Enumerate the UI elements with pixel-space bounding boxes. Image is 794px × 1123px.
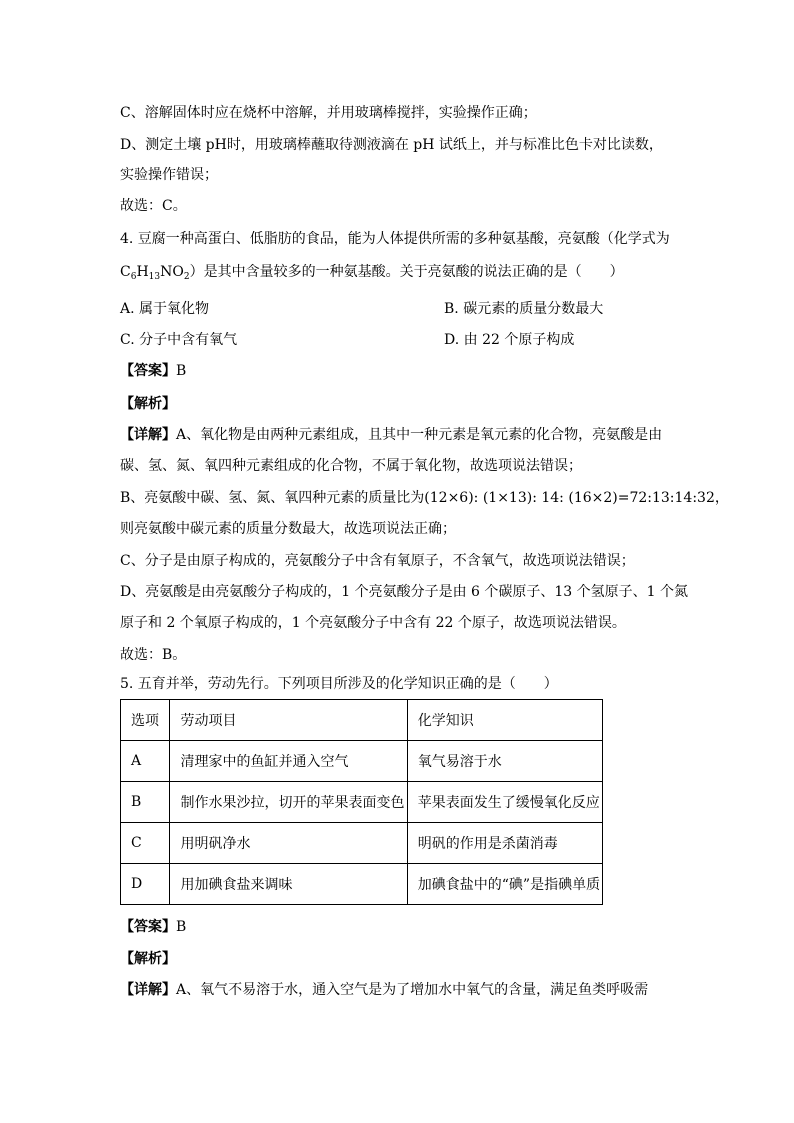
formula-c-sub: 6 <box>130 272 137 282</box>
q5-detail-line-1 <box>120 980 648 1000</box>
q4-option-b: B. 碳元素的质量分数最大 <box>444 301 604 317</box>
table-header-cell: 选项 <box>121 700 170 741</box>
analysis-conclusion: 故选：C。 <box>120 198 187 214</box>
answer-label: 【答案】 <box>120 363 176 379</box>
q4-answer <box>120 361 186 381</box>
q4-formula <box>120 264 190 280</box>
detail-text: A、氧气不易溶于水，通入空气是为了增加水中氧气的含量，满足鱼类呼吸需 <box>176 982 649 998</box>
table-header-cell: 化学知识 <box>407 700 602 741</box>
table-row <box>121 864 603 905</box>
formula-no-sub: 2 <box>183 272 190 282</box>
table-row <box>121 782 603 823</box>
analysis-label: 【解析】 <box>120 951 176 967</box>
q4-analysis-label <box>120 394 176 414</box>
detail-label: 【详解】 <box>120 427 176 443</box>
q5-stem: 5. 五育并举，劳动先行。下列项目所涉及的化学知识正确的是（ ） <box>120 676 558 692</box>
answer-label: 【答案】 <box>120 919 176 935</box>
analysis-label: 【解析】 <box>120 396 176 412</box>
q4-detail-line-3: B、亮氨酸中碳、氢、氮、氧四种元素的质量比为(12×6): (1×13): 14: (16×2)=72:13:14:32， <box>120 490 729 506</box>
table-cell: 加碘食盐中的“碘”是指碘单质 <box>407 864 602 905</box>
q4-detail-line-6: D、亮氨酸是由亮氨酸分子构成的，1 个亮氨酸分子是由 6 个碳原子、13 个氢原子、1 个氮 <box>120 584 689 600</box>
formula-no: NO <box>160 264 184 280</box>
q5-analysis-label <box>120 949 176 969</box>
q5-table <box>120 699 603 905</box>
table-cell: 苹果表面发生了缓慢氧化反应 <box>407 782 602 823</box>
table-cell: A <box>121 741 170 782</box>
analysis-line-c: C、溶解固体时应在烧杯中溶解，并用玻璃棒搅拌，实验操作正确； <box>120 105 537 121</box>
table-row <box>121 823 603 864</box>
table-cell: C <box>121 823 170 864</box>
q4-stem-line2 <box>120 262 624 282</box>
analysis-line-d2: 实验操作错误； <box>120 167 218 183</box>
q4-detail-line-7: 原子和 2 个氧原子构成的，1 个亮氨酸分子中含有 22 个原子，故选项说法错误。 <box>120 615 626 631</box>
answer-value: B <box>176 919 187 935</box>
q4-detail-line-4: 则亮氨酸中碳元素的质量分数最大，故选项说法正确； <box>120 521 456 537</box>
q4-conclusion: 故选：B。 <box>120 647 187 663</box>
q4-stem-line1: 4. 豆腐一种高蛋白、低脂肪的食品，能为人体提供所需的多种氨基酸，亮氨酸（化学式为 <box>120 231 670 247</box>
q5-answer <box>120 917 186 937</box>
table-cell: D <box>121 864 170 905</box>
analysis-line-d1: D、测定土壤 pH时，用玻璃棒蘸取待测液滴在 pH 试纸上，并与标准比色卡对比读数， <box>120 137 663 153</box>
detail-label: 【详解】 <box>120 982 176 998</box>
q4-stem-rest: ）是其中含量较多的一种氨基酸。关于亮氨酸的说法正确的是（ ） <box>189 264 624 280</box>
formula-h: H <box>136 264 149 280</box>
q4-option-a: A. 属于氧化物 <box>120 301 210 317</box>
table-cell: 用明矾净水 <box>170 823 407 864</box>
detail-text: A、氧化物是由两种元素组成，且其中一种元素是氧元素的化合物，亮氨酸是由 <box>176 427 663 443</box>
answer-value: B <box>176 363 187 379</box>
q4-option-d: D. 由 22 个原子构成 <box>444 332 575 348</box>
q4-detail-line-1 <box>120 425 662 445</box>
table-cell: 制作水果沙拉，切开的苹果表面变色 <box>170 782 407 823</box>
table-row <box>121 741 603 782</box>
q4-option-c: C. 分子中含有氧气 <box>120 332 238 348</box>
formula-h-sub: 13 <box>148 272 161 282</box>
table-header-row <box>121 700 603 741</box>
formula-c: C <box>120 264 131 280</box>
table-cell: B <box>121 782 170 823</box>
table-cell: 明矾的作用是杀菌消毒 <box>407 823 602 864</box>
table-cell: 氧气易溶于水 <box>407 741 602 782</box>
q4-detail-line-5: C、分子是由原子构成的，亮氨酸分子中含有氧原子，不含氧气，故选项说法错误； <box>120 553 635 569</box>
q4-detail-line-2: 碳、氢、氮、氧四种元素组成的化合物，不属于氧化物，故选项说法错误； <box>120 458 582 474</box>
table-header-cell: 劳动项目 <box>170 700 407 741</box>
table-cell: 清理家中的鱼缸并通入空气 <box>170 741 407 782</box>
table-cell: 用加碘食盐来调味 <box>170 864 407 905</box>
